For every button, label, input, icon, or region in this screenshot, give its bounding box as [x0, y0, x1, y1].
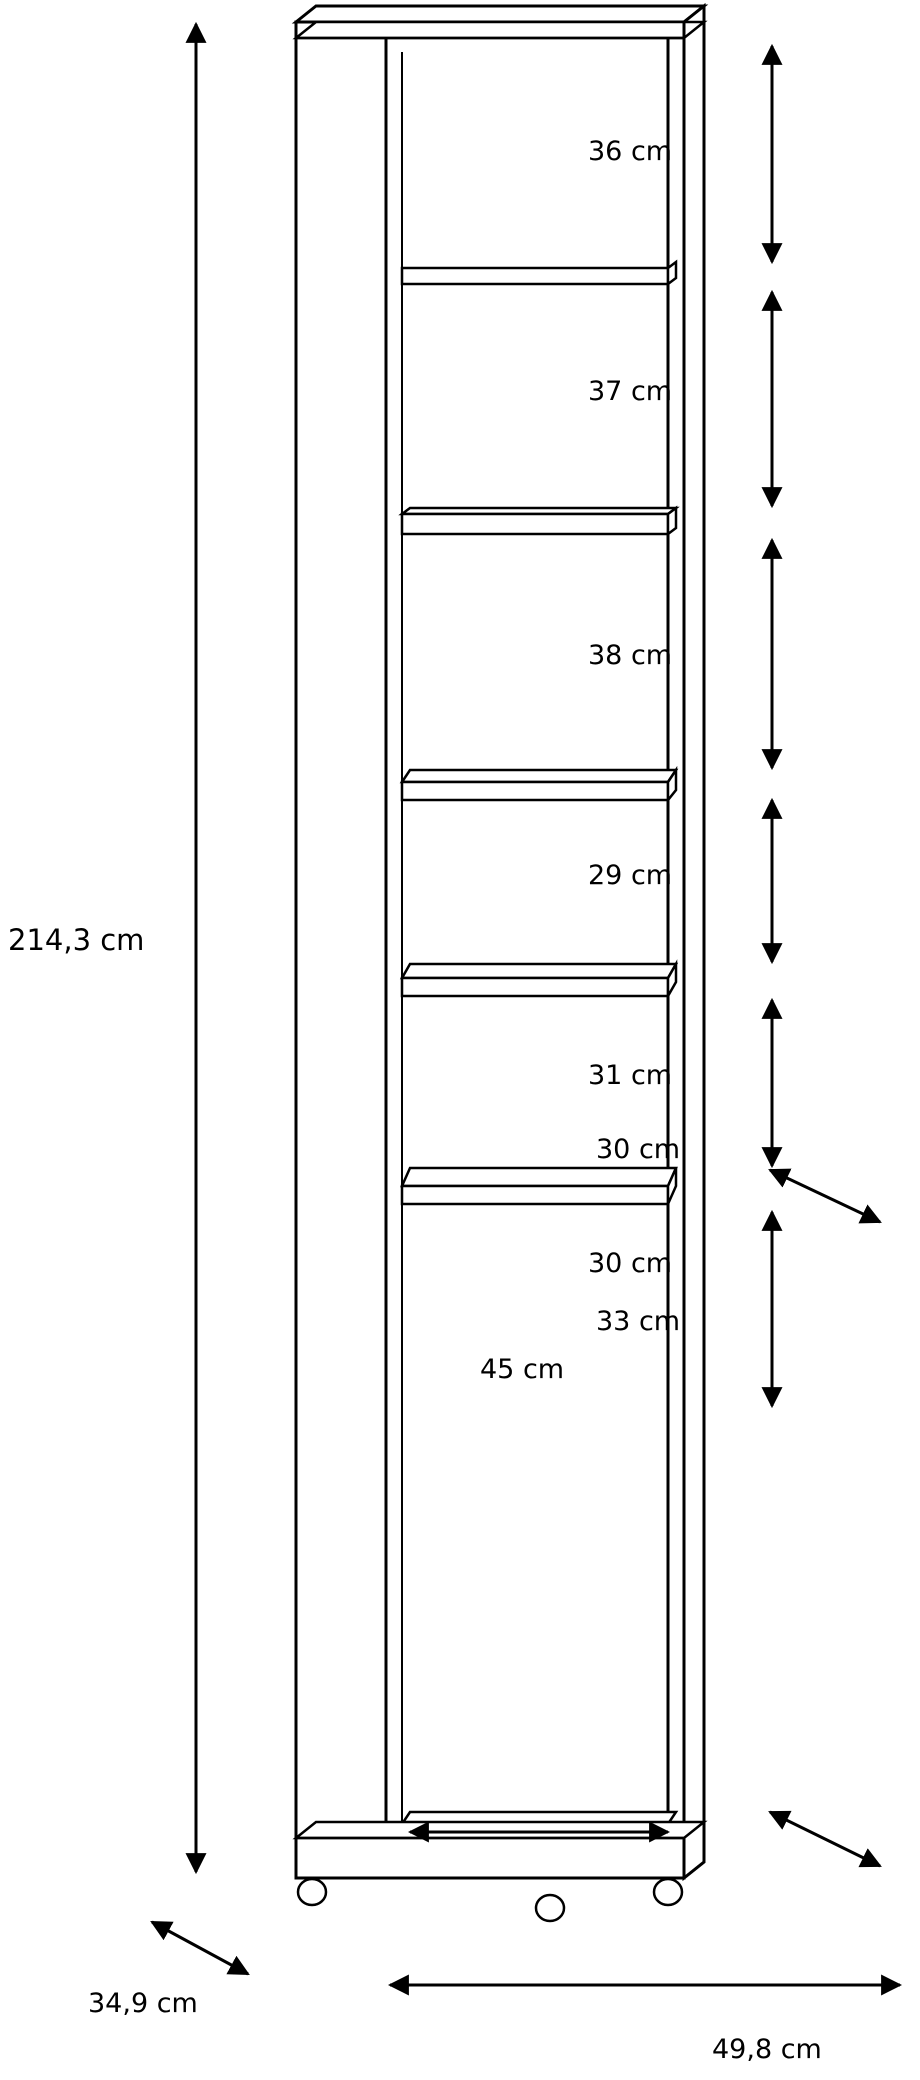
compartment-5-label: 31 cm — [588, 1060, 673, 1091]
right-side-face — [684, 6, 704, 1878]
top-board-edge — [296, 22, 704, 38]
total-height-label: 214,3 cm — [8, 923, 145, 957]
inner-width-label: 45 cm — [480, 1354, 565, 1385]
compartment-1-label: 36 cm — [588, 136, 673, 167]
cabinet-front-outline — [296, 22, 684, 1878]
total-width-label: 49,8 cm — [712, 2034, 822, 2065]
inner-depth-upper-label: 30 cm — [596, 1134, 681, 1165]
total-depth-label: 34,9 cm — [88, 1988, 198, 2019]
plinth-top-face — [296, 1822, 704, 1838]
compartment-6-label: 30 cm — [588, 1248, 673, 1279]
shelf-drawing — [152, 6, 900, 1985]
inner-depth-lower-arrow — [770, 1812, 880, 1866]
foot-left — [298, 1879, 326, 1905]
top-board-face — [296, 6, 704, 22]
shelf-2 — [402, 508, 676, 534]
foot-front-right — [536, 1895, 564, 1921]
shelf-3 — [402, 770, 676, 800]
compartment-3-label: 38 cm — [588, 640, 673, 671]
foot-right — [654, 1879, 682, 1905]
shelf-4 — [402, 964, 676, 996]
shelf-5 — [402, 1168, 676, 1204]
inner-depth-lower-label: 33 cm — [596, 1306, 681, 1337]
total-depth-arrow — [152, 1922, 248, 1974]
inner-depth-upper-arrow — [770, 1170, 880, 1222]
compartment-4-label: 29 cm — [588, 860, 673, 891]
compartment-2-label: 37 cm — [588, 376, 673, 407]
